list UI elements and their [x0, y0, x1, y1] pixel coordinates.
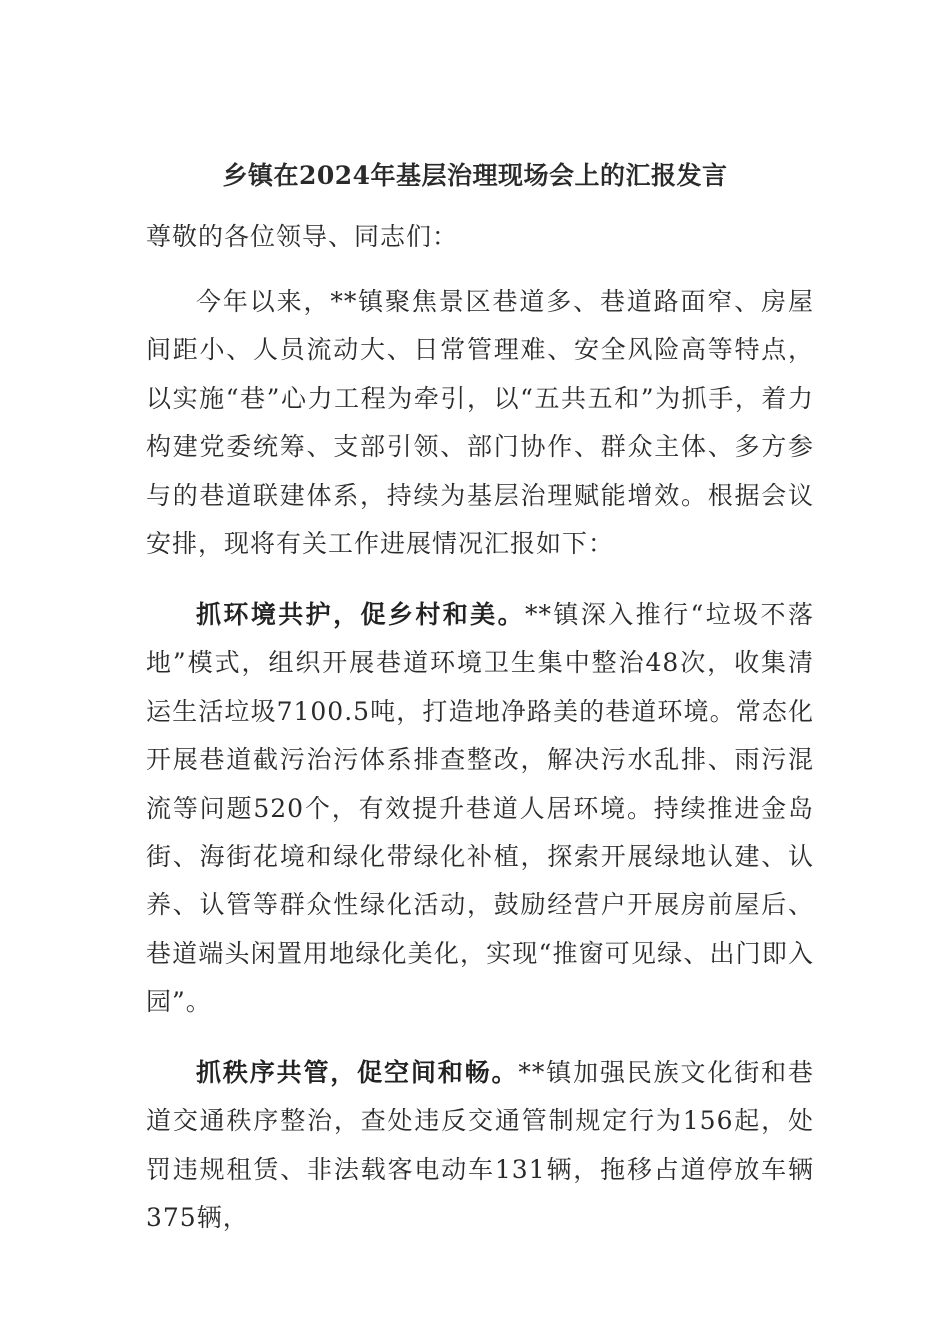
paragraph-intro — [146, 278, 814, 568]
paragraph-body: **镇加强民族文化街和巷道交通秩序整治，查处违反交通管制规定行为156起，处罚违规租赁、非法载客电动车131辆，拖移占道停放车辆375辆， — [146, 1058, 814, 1233]
paragraph-text — [146, 591, 814, 1027]
paragraph-order — [146, 1049, 814, 1243]
paragraph-body: 今年以来，**镇聚焦景区巷道多、巷道路面窄、房屋间距小、人员流动大、日常管理难、安全风险高等特点，以实施“巷”心力工程为牵引，以“五共五和”为抓手，着力构建党委统筹、支部引领、部门协作、群众主体、多方参与的巷道联建体系，持续为基层治理赋能增效。根据会议安排，现将有关工作进展情况汇报如下： — [146, 287, 814, 559]
paragraph-text — [146, 278, 814, 568]
salutation: 尊敬的各位领导、同志们： — [146, 222, 459, 251]
document-title: 乡镇在2024年基层治理现场会上的汇报发言 — [222, 161, 728, 190]
paragraph-lead: 抓秩序共管，促空间和畅。 — [196, 1058, 519, 1087]
paragraph-lead: 抓环境共护，促乡村和美。 — [196, 600, 526, 629]
paragraph-body: **镇深入推行“垃圾不落地”模式，组织开展巷道环境卫生集中整治48次，收集清运生活垃圾7100.5吨，打造地净路美的巷道环境。常态化开展巷道截污治污体系排查整改，解决污水乱排、雨污混流等问题520个，有效提升巷道人居环境。持续推进金岛街、海街花境和绿化带绿化补植，探索开展绿地认建、认养、认管等群众性绿化活动，鼓励经营户开展房前屋后、巷道端头闲置用地绿化美化，实现“推窗可见绿、出门即入园”。 — [146, 600, 814, 1017]
paragraph-text — [146, 1049, 814, 1243]
paragraph-environment — [146, 591, 814, 1027]
